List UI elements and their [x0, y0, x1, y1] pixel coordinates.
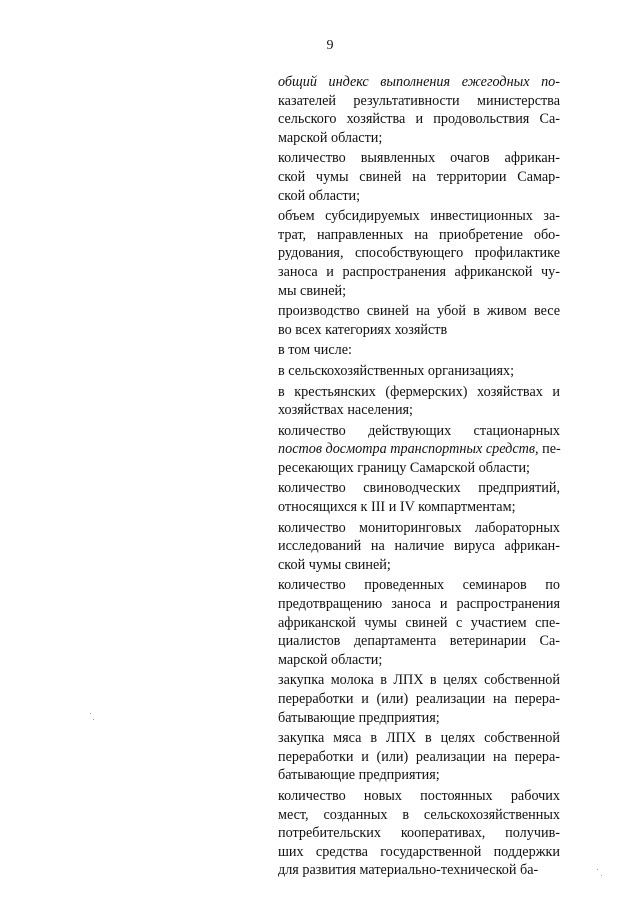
text-line: ской области;: [278, 187, 361, 204]
text-line: ской чумы свиней на территории Самар-: [278, 168, 560, 185]
text-line: казателей результативности министерства: [278, 92, 560, 109]
text-line: для развития материально-технической ба-: [278, 862, 539, 879]
text-line: закупка молока в ЛПХ в целях собственной: [278, 672, 560, 689]
text-line: предотвращению заноса и распространения: [278, 596, 560, 613]
indicator-item: [278, 479, 560, 516]
text-line: в сельскохозяйственных организациях;: [278, 362, 515, 379]
italic-fragment: постов досмотра транспортных средств,: [278, 441, 539, 458]
text-line: количество выявленных очагов африкан-: [278, 150, 560, 167]
indicator-item: [278, 341, 560, 360]
text-line: общий индекс выполнения ежегодных по-: [278, 74, 560, 90]
text-line: циалистов департамента ветеринарии Са-: [278, 633, 560, 650]
text-line: количество свиноводческих предприятий,: [278, 480, 560, 497]
indicator-item: [278, 149, 560, 205]
text-line: закупка мяса в ЛПХ в целях собственной: [278, 730, 560, 747]
indicator-item: [278, 729, 560, 785]
text-line: марской области;: [278, 129, 383, 146]
text-line: количество действующих стационарных: [278, 422, 560, 439]
text-line: исследований на наличие вируса африкан-: [278, 538, 560, 555]
text-line: количество мониторинговых лабораторных: [278, 519, 560, 536]
scan-speck: [601, 875, 602, 876]
text-line: количество новых постоянных рабочих: [278, 787, 560, 804]
text-line: заноса и распространения африканской чу-: [278, 263, 560, 280]
text-line: хозяйствах населения;: [278, 402, 414, 419]
text-line: постов досмотра транспортных средств, пе-: [278, 441, 561, 458]
text-line: батывающие предприятия;: [278, 709, 440, 726]
indicator-item: [278, 422, 560, 478]
text-line: переработки и (или) реализации на перера-: [278, 691, 560, 707]
indicator-item: [278, 207, 560, 300]
text-line: марской области;: [278, 651, 383, 668]
text-line: сельского хозяйства и продовольствия Са-: [278, 111, 560, 128]
text-line: количество проведенных семинаров по: [278, 577, 560, 594]
indicator-item: [278, 576, 560, 669]
text-line: мест, созданных в сельскохозяйственных: [278, 806, 560, 823]
indicator-item: [278, 519, 560, 575]
text-line: относящихся к III и IV компартментам;: [278, 499, 516, 516]
text-line: ших средства государственной поддержки: [278, 843, 560, 860]
indicator-item: [278, 671, 560, 727]
page-number: 9: [326, 38, 334, 53]
text-line: потребительских кооперативах, получив-: [278, 825, 560, 842]
scan-speck: [597, 869, 598, 870]
text-line: ской чумы свиней;: [278, 556, 391, 573]
text-line: трат, направленных на приобретение обо-: [278, 226, 560, 243]
scan-speck: [93, 719, 94, 720]
text-line: ресекающих границу Самарской области;: [278, 459, 530, 476]
text-line: производство свиней на убой в живом весе: [278, 303, 560, 320]
indicator-item: [278, 787, 560, 880]
text-line: мы свиней;: [278, 282, 347, 299]
indicator-item: [278, 302, 560, 339]
text-line: в том числе:: [278, 342, 352, 359]
text-line: во всех категориях хозяйств: [278, 321, 448, 338]
indicator-list: [278, 73, 560, 882]
indicator-item: [278, 383, 560, 420]
text-line: переработки и (или) реализации на перера-: [278, 748, 560, 765]
indicator-item: [278, 362, 560, 381]
indicator-item: [278, 73, 560, 147]
scan-speck: [90, 713, 91, 714]
text-line: африканской чумы свиней с участием спе-: [278, 614, 560, 631]
text-line: батывающие предприятия;: [278, 767, 440, 784]
text-line: в крестьянских (фермерских) хозяйствах и: [278, 383, 560, 400]
text-line: рудования, способствующего профилактике: [278, 245, 560, 262]
text-line: объем субсидируемых инвестиционных за-: [278, 208, 560, 225]
